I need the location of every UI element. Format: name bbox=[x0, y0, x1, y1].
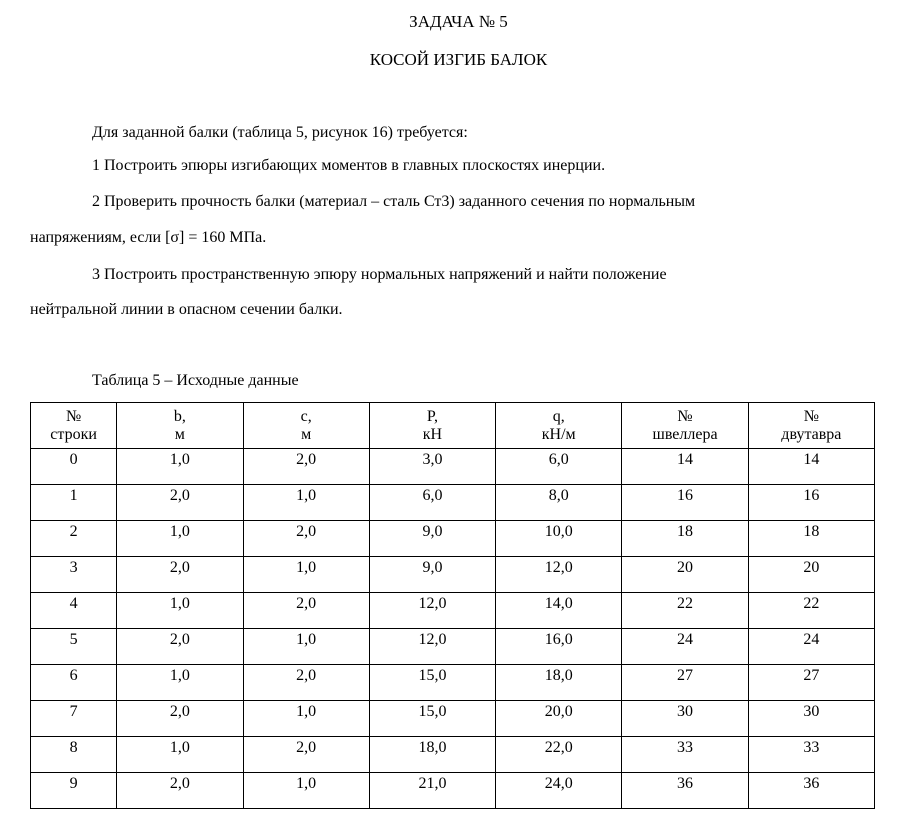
cell-q: 14,0 bbox=[496, 593, 622, 629]
task-topic-heading: КОСОЙ ИЗГИБ БАЛОК bbox=[369, 50, 548, 69]
cell-ibeam: 18 bbox=[748, 521, 874, 557]
cell-c: 1,0 bbox=[243, 629, 369, 665]
header-channel-number: № швеллера bbox=[622, 403, 748, 449]
cell-c: 2,0 bbox=[243, 737, 369, 773]
cell-row-number: 3 bbox=[31, 557, 117, 593]
task-number-heading: ЗАДАЧА № 5 bbox=[409, 12, 508, 31]
cell-p: 21,0 bbox=[369, 773, 495, 809]
requirement-3-line-2: нейтральной линии в опасном сечении балки. bbox=[30, 301, 343, 318]
cell-channel: 20 bbox=[622, 557, 748, 593]
cell-b: 1,0 bbox=[117, 593, 243, 629]
cell-c: 1,0 bbox=[243, 773, 369, 809]
cell-ibeam: 14 bbox=[748, 449, 874, 485]
cell-c: 1,0 bbox=[243, 485, 369, 521]
header-b: b, м bbox=[117, 403, 243, 449]
cell-q: 22,0 bbox=[496, 737, 622, 773]
header-ibeam-number: № двутавра bbox=[748, 403, 874, 449]
cell-q: 24,0 bbox=[496, 773, 622, 809]
cell-channel: 14 bbox=[622, 449, 748, 485]
cell-row-number: 7 bbox=[31, 701, 117, 737]
cell-q: 20,0 bbox=[496, 701, 622, 737]
cell-b: 1,0 bbox=[117, 665, 243, 701]
cell-ibeam: 33 bbox=[748, 737, 874, 773]
cell-ibeam: 22 bbox=[748, 593, 874, 629]
table-row bbox=[31, 737, 875, 773]
cell-p: 9,0 bbox=[369, 557, 495, 593]
cell-row-number: 8 bbox=[31, 737, 117, 773]
cell-b: 1,0 bbox=[117, 521, 243, 557]
cell-c: 1,0 bbox=[243, 701, 369, 737]
requirement-2-line-1: 2 Проверить прочность балки (материал – сталь Ст3) заданного сечения по нормальным bbox=[92, 193, 696, 210]
cell-q: 6,0 bbox=[496, 449, 622, 485]
cell-p: 3,0 bbox=[369, 449, 495, 485]
cell-c: 2,0 bbox=[243, 665, 369, 701]
cell-p: 9,0 bbox=[369, 521, 495, 557]
table-header-row bbox=[31, 403, 875, 449]
table-row bbox=[31, 521, 875, 557]
cell-q: 12,0 bbox=[496, 557, 622, 593]
header-c: c, м bbox=[243, 403, 369, 449]
cell-b: 2,0 bbox=[117, 701, 243, 737]
table-row bbox=[31, 557, 875, 593]
cell-channel: 16 bbox=[622, 485, 748, 521]
cell-channel: 18 bbox=[622, 521, 748, 557]
table-row bbox=[31, 449, 875, 485]
cell-b: 2,0 bbox=[117, 629, 243, 665]
cell-row-number: 1 bbox=[31, 485, 117, 521]
cell-p: 6,0 bbox=[369, 485, 495, 521]
cell-ibeam: 24 bbox=[748, 629, 874, 665]
requirement-3-line-1: 3 Построить пространственную эпюру нормальных напряжений и найти положение bbox=[92, 266, 667, 283]
cell-p: 15,0 bbox=[369, 665, 495, 701]
cell-channel: 22 bbox=[622, 593, 748, 629]
requirement-1: 1 Построить эпюры изгибающих моментов в главных плоскостях инерции. bbox=[92, 157, 606, 174]
cell-row-number: 5 bbox=[31, 629, 117, 665]
cell-q: 16,0 bbox=[496, 629, 622, 665]
cell-row-number: 9 bbox=[31, 773, 117, 809]
intro-paragraph: Для заданной балки (таблица 5, рисунок 16) требуется: bbox=[92, 124, 468, 141]
cell-b: 2,0 bbox=[117, 557, 243, 593]
cell-channel: 27 bbox=[622, 665, 748, 701]
cell-c: 2,0 bbox=[243, 593, 369, 629]
cell-c: 1,0 bbox=[243, 557, 369, 593]
cell-ibeam: 36 bbox=[748, 773, 874, 809]
cell-q: 8,0 bbox=[496, 485, 622, 521]
cell-p: 12,0 bbox=[369, 629, 495, 665]
table-row bbox=[31, 701, 875, 737]
cell-row-number: 0 bbox=[31, 449, 117, 485]
cell-row-number: 2 bbox=[31, 521, 117, 557]
cell-p: 18,0 bbox=[369, 737, 495, 773]
cell-ibeam: 27 bbox=[748, 665, 874, 701]
cell-c: 2,0 bbox=[243, 521, 369, 557]
cell-b: 1,0 bbox=[117, 449, 243, 485]
table-row bbox=[31, 629, 875, 665]
cell-row-number: 6 bbox=[31, 665, 117, 701]
cell-c: 2,0 bbox=[243, 449, 369, 485]
cell-channel: 24 bbox=[622, 629, 748, 665]
cell-ibeam: 16 bbox=[748, 485, 874, 521]
header-q: q, кН/м bbox=[496, 403, 622, 449]
cell-ibeam: 30 bbox=[748, 701, 874, 737]
cell-row-number: 4 bbox=[31, 593, 117, 629]
cell-p: 12,0 bbox=[369, 593, 495, 629]
cell-channel: 36 bbox=[622, 773, 748, 809]
input-data-table bbox=[30, 402, 875, 809]
cell-b: 2,0 bbox=[117, 485, 243, 521]
cell-q: 18,0 bbox=[496, 665, 622, 701]
cell-channel: 33 bbox=[622, 737, 748, 773]
header-row-number: № строки bbox=[31, 403, 117, 449]
cell-ibeam: 20 bbox=[748, 557, 874, 593]
requirement-2-line-2: напряжениям, если [σ] = 160 МПа. bbox=[30, 229, 267, 246]
header-p: P, кН bbox=[369, 403, 495, 449]
cell-q: 10,0 bbox=[496, 521, 622, 557]
table-row bbox=[31, 485, 875, 521]
table-row bbox=[31, 665, 875, 701]
table-row bbox=[31, 593, 875, 629]
table-row bbox=[31, 773, 875, 809]
cell-channel: 30 bbox=[622, 701, 748, 737]
cell-b: 1,0 bbox=[117, 737, 243, 773]
cell-p: 15,0 bbox=[369, 701, 495, 737]
table-caption: Таблица 5 – Исходные данные bbox=[92, 372, 299, 389]
cell-b: 2,0 bbox=[117, 773, 243, 809]
